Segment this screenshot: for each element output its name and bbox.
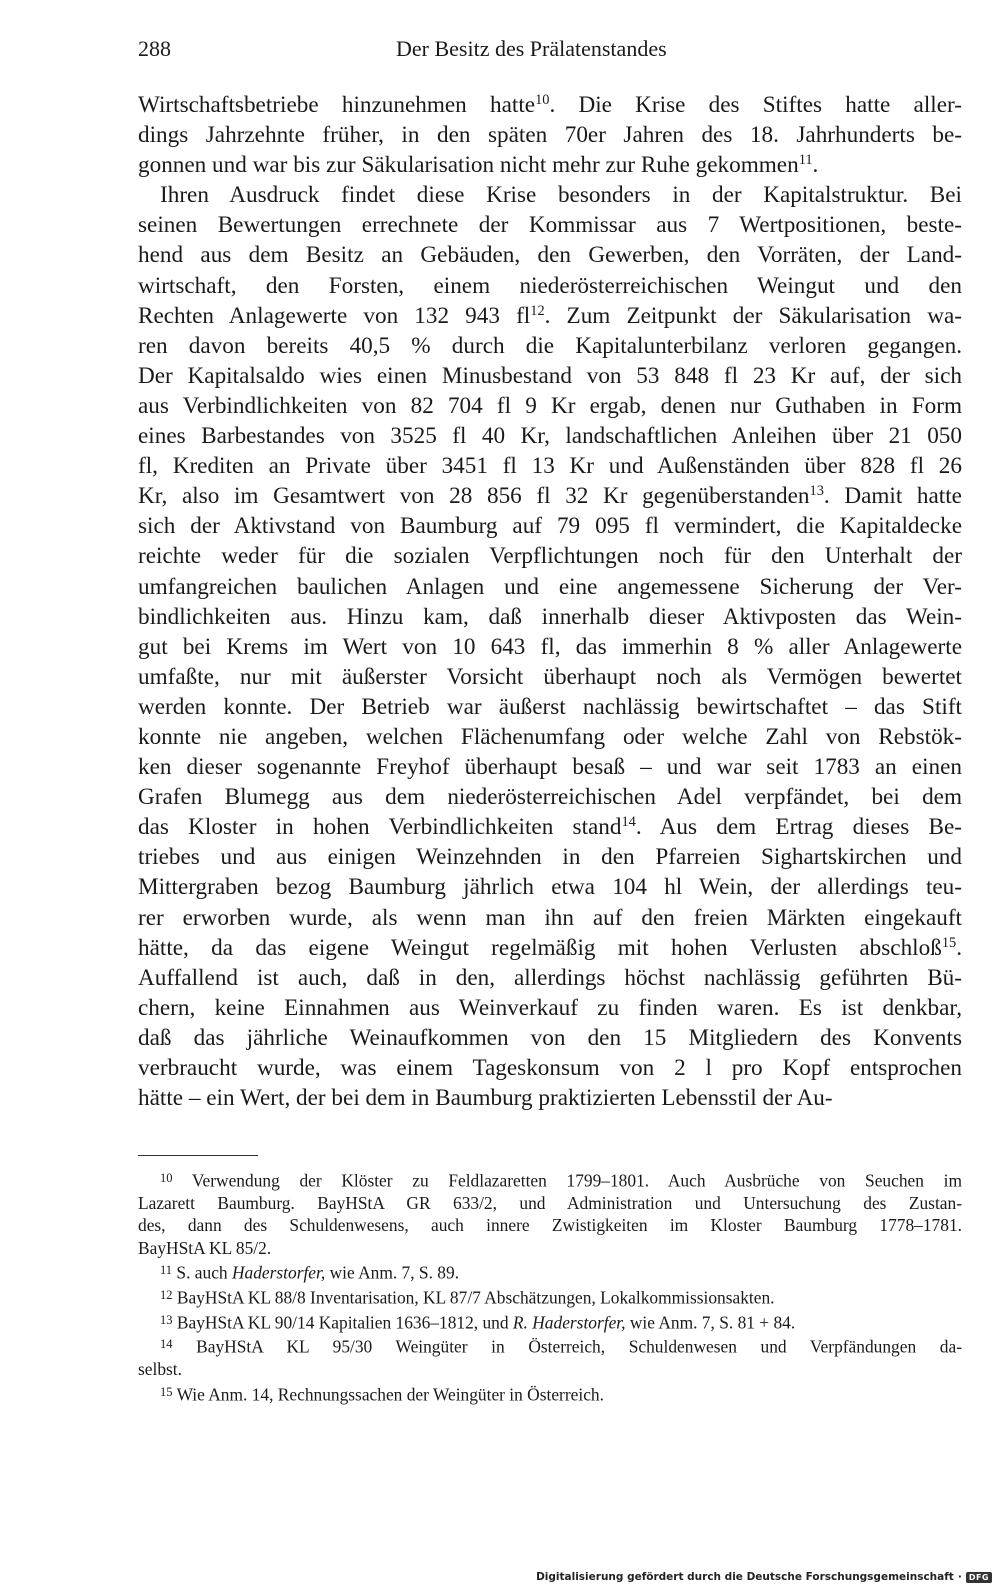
footnote xyxy=(138,1309,962,1334)
body-line: das Kloster in hohen Verbindlichkeiten stand$^{14}$. Aus dem Ertrag dieses Be- xyxy=(138,814,962,841)
running-title: Der Besitz des Prälatenstandes xyxy=(396,36,667,61)
footnote-number: 15 xyxy=(160,1384,173,1399)
footnote xyxy=(138,1167,962,1259)
body-line: gut bei Krems im Wert von 10 643 fl, das immerhin 8 % aller Anlagewerte xyxy=(138,633,962,660)
body-line: hend aus dem Besitz an Gebäuden, den Gewerben, den Vorräten, der Land- xyxy=(138,242,962,269)
body-line: bindlichkeiten aus. Hinzu kam, daß innerhalb dieser Aktivposten das Wein- xyxy=(138,603,962,630)
body-line: triebes und aus einigen Weinzehnden in den Pfarreien Sighartskirchen und xyxy=(138,844,962,871)
dfg-logo-icon: DFG xyxy=(966,1572,992,1583)
footnote-number: 10 xyxy=(160,1171,173,1185)
body-line: eines Barbestandes von 3525 fl 40 Kr, landschaftlichen Anleihen über 21 050 xyxy=(138,423,962,450)
body-line: fl, Krediten an Private über 3451 fl 13 Kr und Außenständen über 828 fl 26 xyxy=(138,453,962,480)
body-line: umfangreichen baulichen Anlagen und eine angemessene Sicherung der Ver- xyxy=(138,573,962,600)
body-line: rer erworben wurde, als wenn man ihn auf den freien Märkten eingekauft xyxy=(138,904,962,931)
body-line: Grafen Blumegg aus dem niederösterreichischen Adel verpfändet, bei dem xyxy=(138,784,962,811)
body-line: ken dieser sogenannte Freyhof überhaupt besaß – und war seit 1783 an einen xyxy=(138,754,962,781)
footnote-text: BayHStA KL 85/2. xyxy=(138,1237,272,1258)
body-line: Mittergraben bezog Baumburg jährlich etwa 104 hl Wein, der allerdings teu- xyxy=(138,874,962,901)
body-line: reichte weder für die sozialen Verpflichtungen noch für den Unterhalt der xyxy=(138,543,962,570)
page-header xyxy=(138,36,962,70)
body-text xyxy=(138,90,962,1113)
body-line: dings Jahrzehnte früher, in den späten 70er Jahren des 18. Jahrhunderts be- xyxy=(138,122,962,149)
body-line: konnte nie angeben, welchen Flächenumfang oder welche Zahl von Rebstök- xyxy=(138,723,962,750)
footnote xyxy=(138,1333,962,1380)
body-line: sich der Aktivstand von Baumburg auf 79 095 fl vermindert, die Kapitaldecke xyxy=(138,513,962,540)
body-line: Der Kapitalsaldo wies einen Minusbestand von 53 848 fl 23 Kr auf, der sich xyxy=(138,362,962,389)
body-line: chern, keine Einnahmen aus Weinverkauf zu finden waren. Es ist denkbar, xyxy=(138,994,962,1021)
body-line: Rechten Anlagewerte von 132 943 $fl^{12}$. Zum Zeitpunkt der Säkularisation wa- xyxy=(138,302,962,329)
body-line: verbraucht wurde, was einem Tageskonsum von 2 l pro Kopf entsprochen xyxy=(138,1055,962,1081)
footnote-number: 14 xyxy=(160,1337,173,1352)
footnote-text: BayHStA KL 95/30 Weingüter in Österreich, Schuldenwesen und Verpfändungen da- xyxy=(196,1336,962,1357)
body-line: daß das jährliche Weinaufkommen von den 15 Mitgliedern des Konvents xyxy=(138,1024,962,1051)
body-line: Kr, also im Gesamtwert von 28 856 fl 32 Kr gegenüberstanden$^{13}$. Damit hatte xyxy=(138,483,962,510)
body-line: hätte, da das eigene Weingut regelmäßig mit hohen Verlusten abschloß$^{15}$. xyxy=(138,934,962,961)
footnote-text: selbst. xyxy=(138,1359,182,1380)
footnote-number: 11 xyxy=(160,1263,173,1277)
footnote-number: 13 xyxy=(160,1312,173,1327)
footnote xyxy=(138,1259,962,1284)
page-number: 288 xyxy=(138,36,171,61)
credit-text: Digitalisierung gefördert durch die Deutsche Forschungsgemeinschaft xyxy=(536,1571,954,1583)
body-line: aus Verbindlichkeiten von 82 704 fl 9 Kr ergab, denen nur Guthaben in Form xyxy=(138,392,962,419)
footnote-text: Lazarett Baumburg. BayHStA GR 633/2, und Administration und Untersuchung des Zustan- xyxy=(138,1192,962,1213)
body-line: gonnen und war bis zur Säkularisation nicht mehr zur Ruhe gekommen$^{11}$. xyxy=(138,152,819,179)
body-line: Wirtschaftsbetriebe hinzunehmen hatte$^{10}$. Die Krise des Stiftes hatte aller- xyxy=(138,92,962,118)
footnote xyxy=(138,1381,962,1406)
footnote xyxy=(138,1284,962,1309)
body-line: Auffallend ist auch, daß in den, allerdings höchst nachlässig geführten Bü- xyxy=(138,964,962,991)
digitization-credit: Digitalisierung gefördert durch die Deutsche Forschungsgemeinschaft · DFG xyxy=(536,1567,992,1587)
body-line: seinen Bewertungen errechnete der Kommissar aus 7 Wertpositionen, beste- xyxy=(138,212,962,239)
footnote-text: des, dann des Schuldenwesens, auch innere Zwistigkeiten im Kloster Baumburg 1778–1781. xyxy=(138,1215,962,1236)
footnote-text: BayHStA KL 88/8 Inventarisation, KL 87/7 Abschätzungen, Lokalkommissionsakten. xyxy=(176,1287,775,1308)
footnote-text: Wie Anm. 14, Rechnungssachen der Weingüter in Österreich. xyxy=(176,1383,604,1404)
body-line: werden konnte. Der Betrieb war äußerst nachlässig bewirtschaftet – das Stift xyxy=(138,693,962,720)
footnote-text: S. auch Haderstorfer, wie Anm. 7, S. 89. xyxy=(176,1262,460,1283)
footnote-divider xyxy=(138,1155,258,1156)
body-line: ren davon bereits 40,5 % durch die Kapitalunterbilanz verloren gegangen. xyxy=(138,332,962,359)
footnote-text: Verwendung der Klöster zu Feldlazaretten 1799–1801. Auch Ausbrüche von Seuchen im xyxy=(191,1170,962,1191)
footnotes xyxy=(138,1167,962,1405)
body-line: wirtschaft, den Forsten, einem niederösterreichischen Weingut und den xyxy=(138,272,962,299)
body-line: Ihren Ausdruck findet diese Krise besonders in der Kapitalstruktur. Bei xyxy=(160,182,962,209)
body-line: hätte – ein Wert, der bei dem in Baumburg praktizierten Lebensstil der Au- xyxy=(138,1085,833,1112)
footnote-number: 12 xyxy=(160,1287,173,1302)
body-line: umfaßte, nur mit äußerster Vorsicht überhaupt noch als Vermögen bewertet xyxy=(138,663,962,690)
footnote-text: BayHStA KL 90/14 Kapitalien 1636–1812, und R. Haderstorfer, wie Anm. 7, S. 81 + 84. xyxy=(176,1311,796,1332)
